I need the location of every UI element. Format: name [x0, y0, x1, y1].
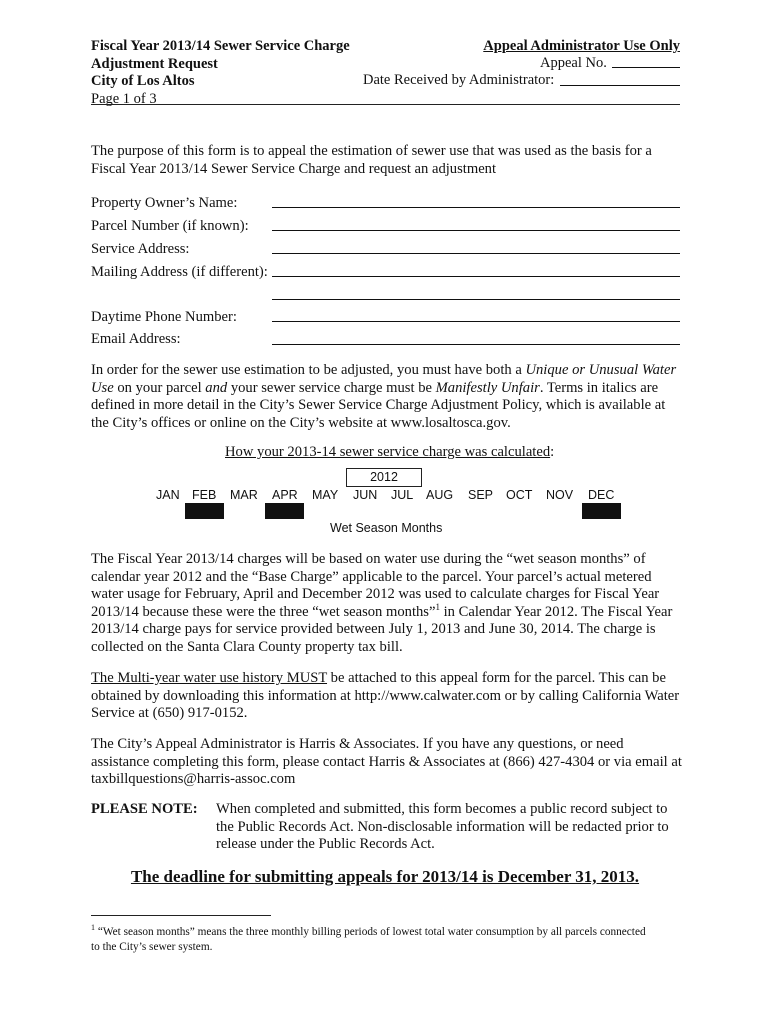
- owner-input[interactable]: [272, 207, 680, 208]
- form-subtitle: Adjustment Request: [91, 56, 218, 72]
- page-indicator: Page 1 of 3: [91, 91, 157, 107]
- service-address-label: Service Address:: [91, 241, 190, 257]
- multiyear-paragraph: The Multi-year water use history MUST be attached to this appeal form for the parcel. This can be obtained by downloading this information at http://www.calwater.com or by calling California Water Service at (650) 917-0152.: [91, 670, 680, 721]
- email-label: Email Address:: [91, 331, 181, 347]
- wet-season-label: Wet Season Months: [330, 521, 443, 535]
- wet-marker-feb: [185, 503, 224, 519]
- mailing-address-input-2[interactable]: [272, 299, 680, 300]
- footnote-divider: [91, 915, 271, 916]
- month-may: MAY: [312, 488, 339, 502]
- month-apr: APR: [272, 488, 298, 502]
- parcel-input[interactable]: [272, 230, 680, 231]
- date-received-field[interactable]: [560, 85, 680, 86]
- phone-label: Daytime Phone Number:: [91, 309, 237, 325]
- email-input[interactable]: [272, 344, 680, 345]
- service-address-input[interactable]: [272, 253, 680, 254]
- month-sep: SEP: [468, 488, 494, 502]
- month-oct: OCT: [506, 488, 533, 502]
- date-received-label: Date Received by Administrator:: [363, 72, 555, 88]
- month-dec: DEC: [588, 488, 615, 502]
- month-aug: AUG: [426, 488, 454, 502]
- please-note-text: When completed and submitted, this form becomes a public record subject to the Public Records Act. Non-disclosable information will be redacted prior to release under the Public Records Act.: [216, 801, 669, 852]
- month-jul: JUL: [391, 488, 414, 502]
- month-jan: JAN: [156, 488, 180, 502]
- owner-label: Property Owner’s Name:: [91, 195, 238, 211]
- footnote: $^1$ “Wet season months” means the three monthly billing periods of lowest total water consumption by all parcels connected to the City’s sewer system.: [91, 923, 646, 953]
- mailing-address-label: Mailing Address (if different):: [91, 264, 268, 280]
- appeal-no-label: Appeal No.: [540, 55, 607, 71]
- wet-marker-apr: [265, 503, 304, 519]
- year-box: 2012: [346, 468, 422, 487]
- city-name: City of Los Altos: [91, 73, 195, 89]
- intro-paragraph: The purpose of this form is to appeal the estimation of sewer use that was used as the basis for a Fiscal Year 2013/14 Sewer Service Charge and request an adjustment: [91, 143, 652, 177]
- month-nov: NOV: [546, 488, 574, 502]
- wet-marker-dec: [582, 503, 621, 519]
- adjustment-paragraph: In order for the sewer use estimation to be adjusted, you must have both a Unique or Unusual Water Use on your parcel and your sewer service charge must be Manifestly Unfair. Terms in italics are defined in more detail in the City’s Sewer Service Charge Adjustment Policy, which is available at the City’s offices or online on the City’s website at www.losaltosca.gov.: [91, 362, 677, 431]
- phone-input[interactable]: [272, 321, 680, 322]
- header-divider: [91, 104, 680, 105]
- administrator-paragraph: The City’s Appeal Administrator is Harris & Associates. If you have any questions, or need assistance completing this form, please contact Harris & Associates at (866) 427-4304 or via email at taxbillquestions@harris-assoc.com: [91, 736, 682, 787]
- month-jun: JUN: [353, 488, 378, 502]
- parcel-label: Parcel Number (if known):: [91, 218, 249, 234]
- admin-use-title: Appeal Administrator Use Only: [483, 38, 680, 54]
- charges-paragraph: The Fiscal Year 2013/14 charges will be based on water use during the “wet season months” of calendar year 2012 and the “Base Charge” applicable to the parcel. Your parcel’s actual metered water usage for February, April and December 2012 was used to calculate charges for Fiscal Year 2013/14 because these were the three “wet season months”$^1$ in Calendar Year 2012. The Fiscal Year 2013/14 charge pays for service provided between July 1, 2013 and June 30, 2014. The charge is collected on the Santa Clara County property tax bill.: [91, 551, 673, 655]
- calculation-heading: How your 2013-14 sewer service charge was calculated:: [225, 444, 555, 460]
- month-mar: MAR: [230, 488, 258, 502]
- month-feb: FEB: [192, 488, 217, 502]
- form-title: Fiscal Year 2013/14 Sewer Service Charge: [91, 38, 350, 54]
- please-note-label: PLEASE NOTE:: [91, 801, 198, 817]
- appeal-no-field[interactable]: [612, 67, 680, 68]
- deadline-statement: The deadline for submitting appeals for 2013/14 is December 31, 2013.: [130, 867, 640, 886]
- mailing-address-input[interactable]: [272, 276, 680, 277]
